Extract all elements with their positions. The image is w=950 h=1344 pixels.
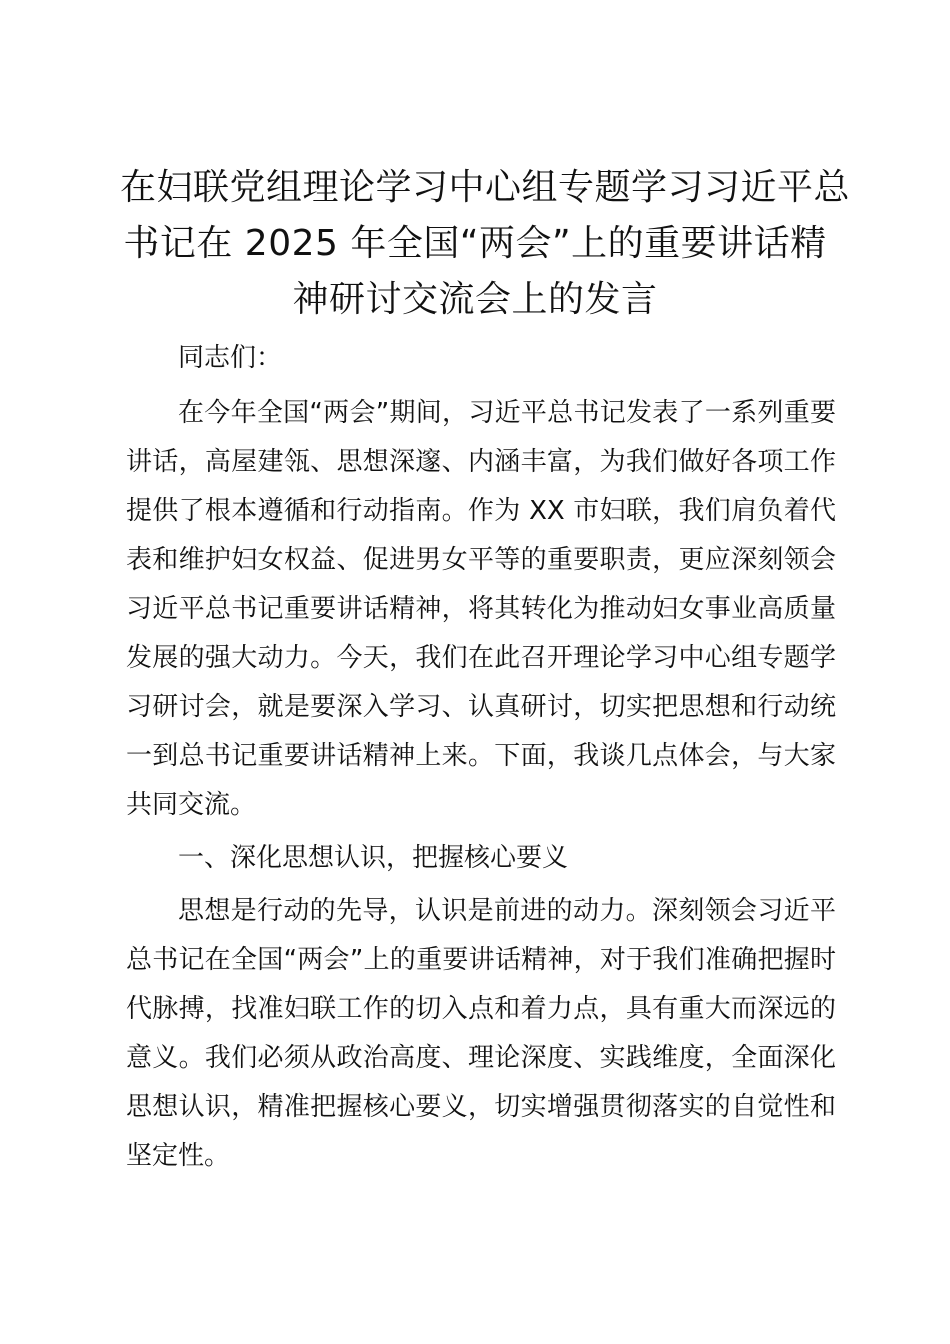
title-line-3: 神研讨交流会上的发言 <box>292 279 658 320</box>
section-heading-1: 一、深化思想认识，把握核心要义 <box>178 843 569 873</box>
section-1-paragraph: 思想是行动的先导，认识是前进的动力。深刻领会习近平总书记在全国“两会”上的重要讲话精神，对于我们准确把握时代脉搏，找准妇联工作的切入点和着力点，具有重大而深远的意义。我们必须从政治高度、理论深度、实践维度，全面深化思想认识，精准把握核心要义，切实增强贯彻落实的自觉性和坚定性。 <box>126 896 836 1171</box>
title-line-2: 书记在 2025 年全国“两会”上的重要讲话精 <box>123 223 827 264</box>
document-body <box>126 334 836 1181</box>
intro-paragraph: 在今年全国“两会”期间，习近平总书记发表了一系列重要讲话，高屋建瓴、思想深邃、内涵丰富，为我们做好各项工作提供了根本遵循和行动指南。作为 XX 市妇联，我们肩负着代表和维护妇女权益、促进男女平等的重要职责，更应深刻领会习近平总书记重要讲话精神，将其转化为推动妇女事业高质量发展的强大动力。今天，我们在此召开理论学习中心组专题学习研讨会，就是要深入学习、认真研讨，切实把思想和行动统一到总书记重要讲话精神上来。下面，我谈几点体会，与大家共同交流。 <box>126 398 836 820</box>
title-line-1: 在妇联党组理论学习中心组专题学习习近平总 <box>120 167 851 208</box>
document-title <box>120 160 851 328</box>
salutation: 同志们： <box>178 343 283 373</box>
